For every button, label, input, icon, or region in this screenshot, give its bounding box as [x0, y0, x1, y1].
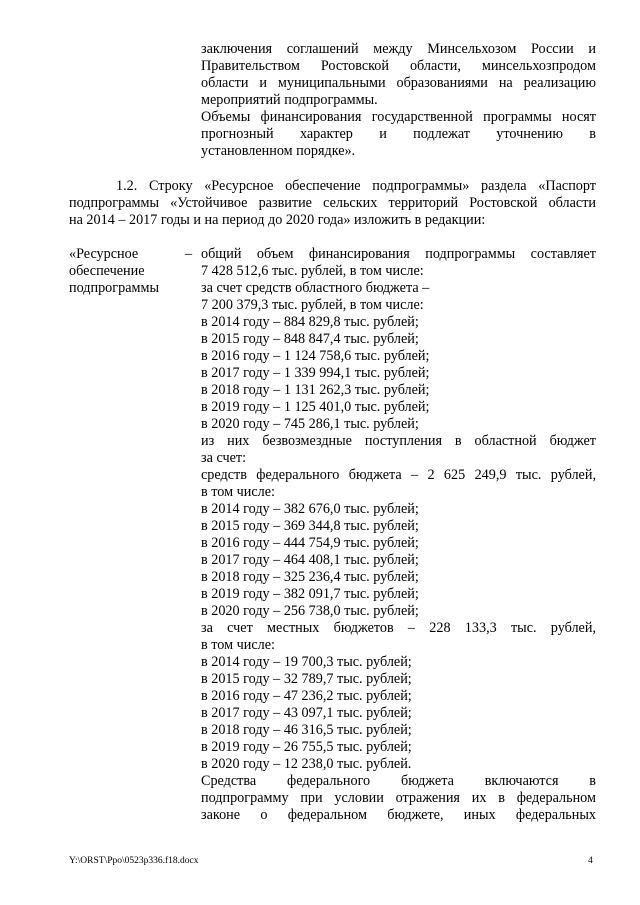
text-line: Правительством Ростовской области, минсельхозпродом	[201, 58, 596, 74]
text-line: законе о федеральном бюджете, иных федеральных	[201, 807, 596, 823]
text-line: 1.2. Строку «Ресурсное обеспечение подпрограммы» раздела «Паспорт	[116, 178, 596, 194]
text-line: Объемы финансирования государственной программы носят	[201, 109, 596, 125]
text-line: в 2015 году – 32 789,7 тыс. рублей;	[201, 671, 412, 687]
footer-file-path: Y:\ORST\Ppo\0523p336.f18.docx	[69, 856, 199, 866]
text-line: в том числе:	[201, 637, 275, 653]
text-line: в 2017 году – 1 339 994,1 тыс. рублей;	[201, 365, 430, 381]
text-line: в 2020 году – 745 286,1 тыс. рублей;	[201, 416, 419, 432]
text-line: в 2014 году – 19 700,3 тыс. рублей;	[201, 654, 412, 670]
text-line: в 2015 году – 848 847,4 тыс. рублей;	[201, 331, 419, 347]
text-line: средств федерального бюджета – 2 625 249,9 тыс. рублей,	[201, 467, 596, 483]
text-line: в 2016 году – 1 124 758,6 тыс. рублей;	[201, 348, 430, 364]
text-line: области и муниципальными образованиями на реализацию	[201, 75, 596, 91]
text-line: в 2015 году – 369 344,8 тыс. рублей;	[201, 518, 419, 534]
text-line: в том числе:	[201, 484, 275, 500]
text-line: 7 428 512,6 тыс. рублей, в том числе:	[201, 263, 424, 279]
text-line: за счет местных бюджетов – 228 133,3 тыс. рублей,	[201, 620, 596, 636]
text-line: установленном порядке».	[201, 143, 356, 159]
text-line: в 2016 году – 444 754,9 тыс. рублей;	[201, 535, 419, 551]
text-line: в 2017 году – 43 097,1 тыс. рублей;	[201, 705, 412, 721]
text-line: общий объем финансирования подпрограммы составляет	[201, 246, 596, 262]
dash-separator: –	[185, 246, 193, 262]
text-line: в 2018 году – 1 131 262,3 тыс. рублей;	[201, 382, 430, 398]
text-line: в 2018 году – 46 316,5 тыс. рублей;	[201, 722, 412, 738]
text-line: в 2019 году – 382 091,7 тыс. рублей;	[201, 586, 419, 602]
text-line: 7 200 379,3 тыс. рублей, в том числе:	[201, 297, 424, 313]
text-line: в 2020 году – 256 738,0 тыс. рублей;	[201, 603, 419, 619]
text-line: в 2014 году – 382 676,0 тыс. рублей;	[201, 501, 419, 517]
text-line: в 2019 году – 26 755,5 тыс. рублей;	[201, 739, 412, 755]
text-line: подпрограмму при условии отражения их в федеральном	[201, 790, 596, 806]
text-line: на 2014 – 2017 годы и на период до 2020 года» изложить в редакции:	[69, 212, 486, 228]
text-line: за счет:	[201, 450, 247, 466]
text-line: в 2020 году – 12 238,0 тыс. рублей.	[201, 756, 412, 772]
label-line: обеспечение	[69, 263, 145, 279]
text-line: в 2019 году – 1 125 401,0 тыс. рублей;	[201, 399, 430, 415]
text-line: в 2017 году – 464 408,1 тыс. рублей;	[201, 552, 419, 568]
text-line: Средства федерального бюджета включаются в	[201, 773, 596, 789]
label-line: подпрограммы	[69, 280, 159, 296]
text-line: за счет средств областного бюджета –	[201, 280, 430, 296]
text-line: подпрограммы «Устойчивое развитие сельских территорий Ростовской области	[69, 195, 596, 211]
text-line: заключения соглашений между Минсельхозом России и	[201, 41, 596, 57]
text-line: прогнозный характер и подлежат уточнению в	[201, 126, 596, 142]
label-line: «Ресурсное	[69, 246, 139, 262]
page-number: 4	[588, 856, 593, 866]
text-line: из них безвозмездные поступления в областной бюджет	[201, 433, 596, 449]
text-line: в 2014 году – 884 829,8 тыс. рублей;	[201, 314, 419, 330]
text-line: в 2018 году – 325 236,4 тыс. рублей;	[201, 569, 419, 585]
text-line: в 2016 году – 47 236,2 тыс. рублей;	[201, 688, 412, 704]
text-line: мероприятий подпрограммы.	[201, 92, 378, 108]
